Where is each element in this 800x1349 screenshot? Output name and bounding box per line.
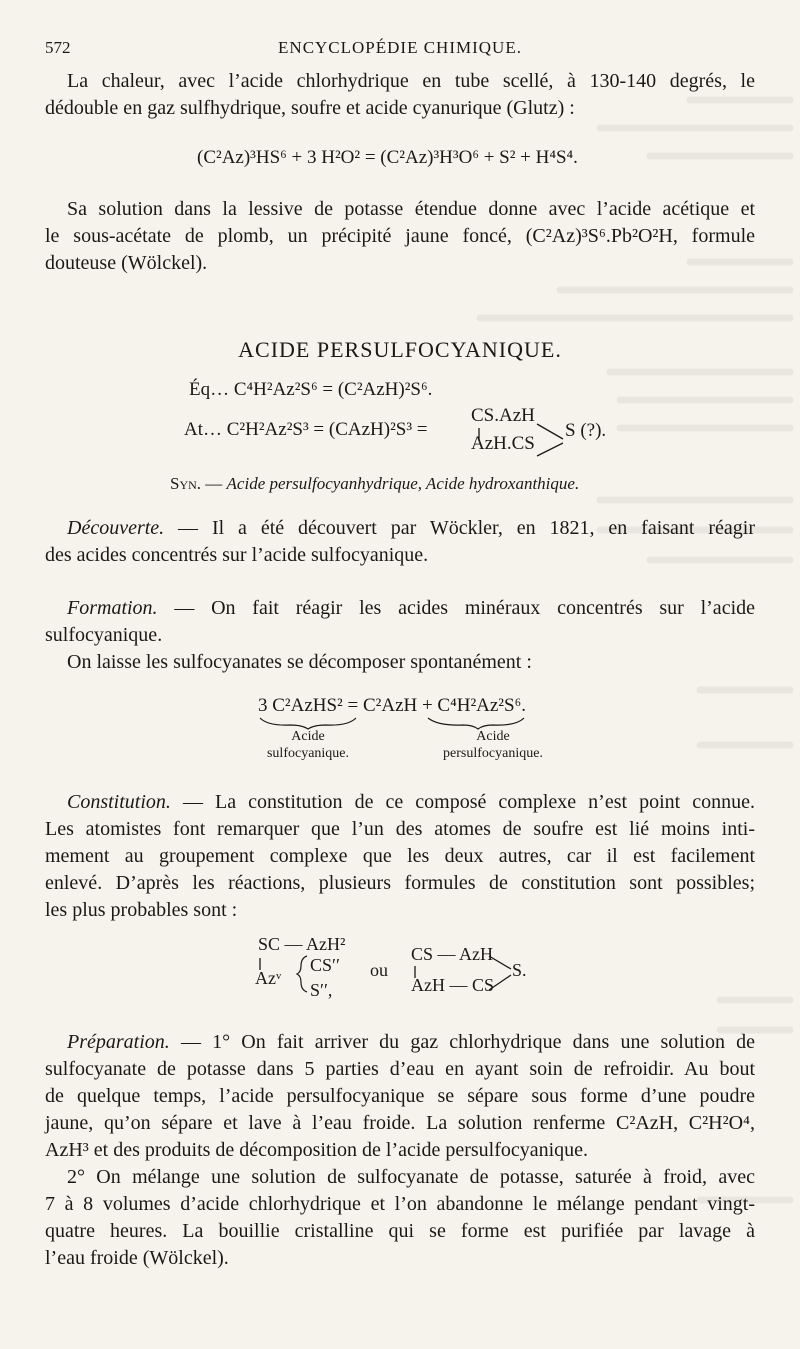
struct-right-bottom: AzH — CS: [411, 975, 495, 995]
struct-left-s: S′′,: [310, 980, 333, 1000]
text-line: On laisse les sulfocyanates se décomposer spontanément :: [67, 651, 532, 673]
text-segment: — On fait réagir les acides minéraux concentrés sur l’acide: [157, 597, 755, 619]
text-segment: — 1° On fait arriver du gaz chlorhydrique dans une solution de: [169, 1031, 755, 1053]
text-line: douteuse (Wölckel).: [45, 252, 208, 274]
label-line: Acide: [476, 729, 510, 744]
text-line: [45, 595, 755, 622]
page-header: [45, 38, 755, 62]
equation-formation: 3 C²AzHS² = C²AzH + C⁴H²Az²S⁶.: [258, 695, 526, 716]
heading-decouverte: Découverte.: [67, 517, 165, 539]
struct-left-top: SC — AzH²: [258, 934, 346, 954]
text-line: l’eau froide (Wölckel).: [45, 1247, 229, 1269]
equation-decomposition: (C²Az)³HS⁶ + 3 H²O² = (C²Az)³H³O⁶ + S² + H⁴S⁴.: [197, 147, 578, 168]
text-line: Les atomistes font remarquer que l’un des atomes de soufre est lié moins inti-: [45, 818, 755, 840]
text-line: des acides concentrés sur l’acide sulfocyanique.: [45, 544, 429, 566]
struct-bonds: [255, 950, 525, 1005]
text-line: les plus probables sont :: [45, 899, 238, 921]
text-segment: — Il a été découvert par Wöckler, en 1821, en faisant réagir: [164, 517, 755, 539]
page-number: 572: [45, 38, 71, 57]
text-line: 7 à 8 volumes d’acide chlorhydrique et l’on abandonne le mélange pendant vingt-: [45, 1193, 755, 1215]
atomic-formula: At… C²H²Az²S³ = (CAzH)²S³ =: [184, 419, 428, 440]
running-title: ENCYCLOPÉDIE CHIMIQUE.: [278, 38, 522, 57]
text-line: de quelque temps, l’acide persulfocyanique se sépare sous forme d’une poudre: [45, 1085, 755, 1107]
formula-cs-top: CS.AzH: [471, 405, 535, 426]
text-line: [45, 789, 755, 816]
formula-s-question: S (?).: [565, 420, 607, 441]
syn-text: Acide persulfocyanhydrique, Acide hydroxanthique.: [226, 474, 580, 493]
struct-left-az: Azᵛ: [255, 968, 282, 988]
paragraph-preparation: [45, 1029, 755, 1272]
heading-preparation: Préparation.: [67, 1031, 170, 1053]
label-persulfocyanic: [418, 728, 568, 762]
text-line: sulfocyanate de potasse dans 5 parties d’eau en ayant soin de refroidir. Au bout: [45, 1058, 755, 1080]
struct-ou: ou: [370, 960, 388, 980]
struct-right-s: S.: [512, 960, 527, 980]
text-line: [45, 1029, 755, 1056]
text-line: [45, 515, 755, 542]
struct-right-top: CS — AzH: [411, 944, 494, 964]
text-line: AzH³ et des produits de décomposition de l’acide persulfocyanique.: [45, 1139, 589, 1161]
label-line: Acide: [291, 729, 325, 744]
paragraph-glutz: [45, 68, 755, 122]
text-segment: — La constitution de ce composé complexe n’est point connue.: [170, 791, 755, 813]
text-line: dédouble en gaz sulfhydrique, soufre et acide cyanurique (Glutz) :: [45, 97, 575, 119]
bond-lines: [475, 420, 570, 460]
label-line: sulfocyanique.: [266, 746, 350, 761]
heading-formation: Formation.: [67, 597, 158, 619]
paragraph-wolckel: [45, 196, 755, 277]
equivalent-formula: Éq… C⁴H²Az²S⁶ = (C²AzH)²S⁶.: [189, 379, 433, 400]
label-sulfocyanic: [245, 728, 371, 762]
text-line: le sous-acétate de plomb, un précipité jaune foncé, (C²Az)³S⁶.Pb²O²H, formule: [45, 225, 755, 247]
paragraph-constitution: [45, 789, 755, 924]
paragraph-formation: [45, 595, 755, 676]
section-title: ACIDE PERSULFOCYANIQUE.: [238, 337, 562, 362]
text-line: mement au groupement complexe que les deux autres, car il est facilement: [45, 845, 755, 867]
paragraph-decouverte: [45, 515, 755, 569]
text-line: enlevé. D’après les réactions, plusieurs formules de constitution sont possibles;: [45, 872, 755, 894]
text-line: La chaleur, avec l’acide chlorhydrique en tube scellé, à 130-140 degrés, le: [67, 70, 755, 92]
heading-constitution: Constitution.: [67, 791, 171, 813]
synonyms: [170, 474, 579, 494]
formula-cs-bottom: AzH.CS: [471, 433, 535, 454]
struct-left-cs: CS′′: [310, 955, 340, 975]
text-line: quatre heures. La bouillie cristalline qui se forme est purifiée par lavage à: [45, 1220, 755, 1242]
text-line: 2° On mélange une solution de sulfocyanate de potasse, saturée à froid, avec: [67, 1166, 755, 1188]
text-line: Sa solution dans la lessive de potasse étendue donne avec l’acide acétique et: [67, 198, 755, 220]
syn-prefix: Syn. —: [170, 474, 227, 493]
text-line: sulfocyanique.: [45, 624, 163, 646]
label-line: persulfocyanique.: [443, 746, 543, 761]
text-line: jaune, qu’on sépare et lave à l’eau froide. La solution renferme C²AzH, C²H²O⁴,: [45, 1112, 755, 1134]
